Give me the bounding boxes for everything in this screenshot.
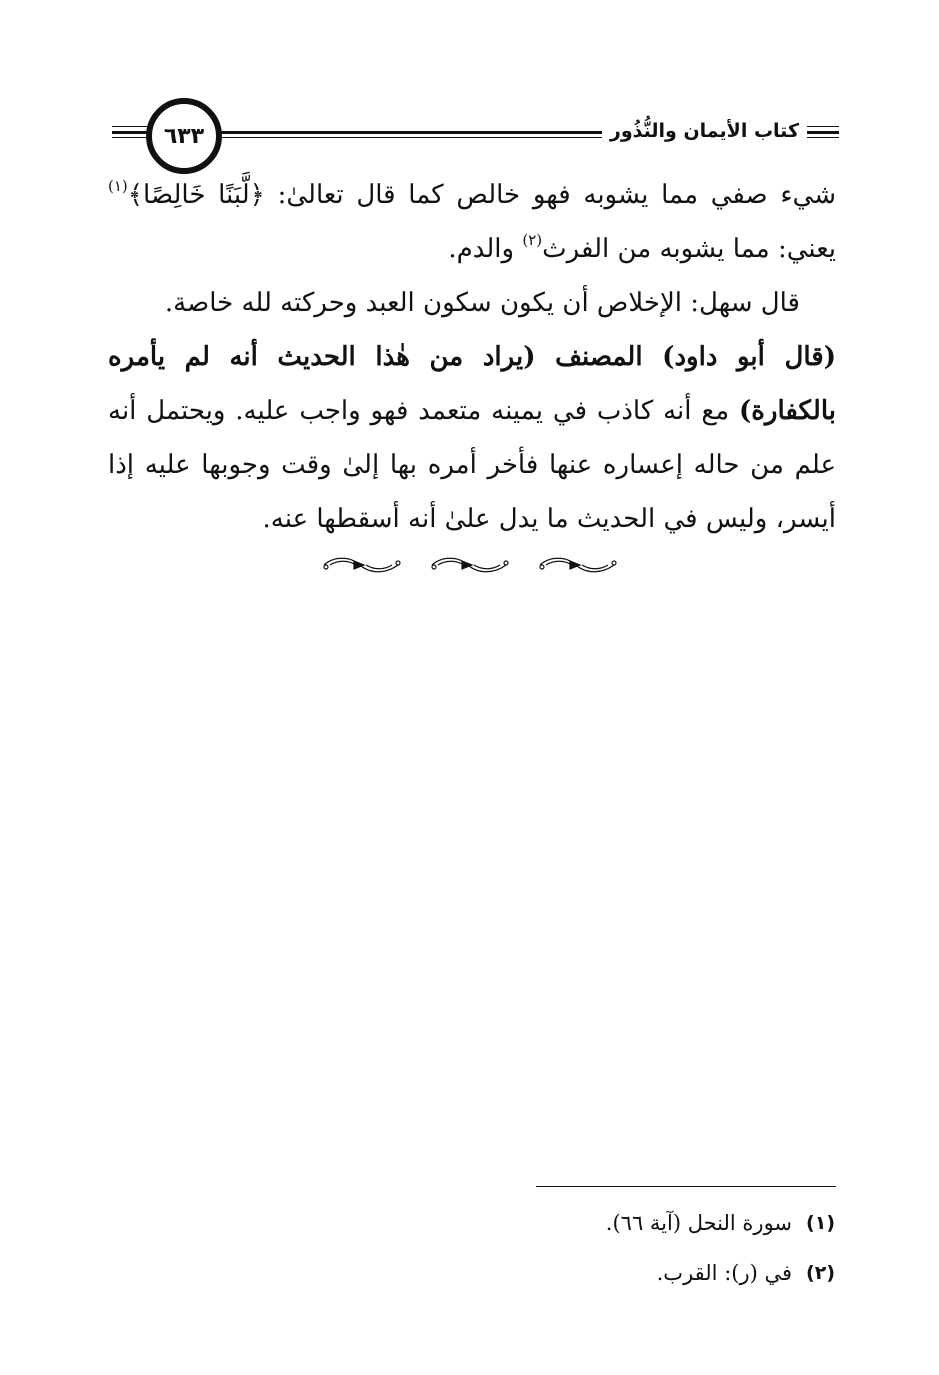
- footnote-2-text: في (ر): القرب.: [656, 1261, 793, 1285]
- footnote-ref-2[interactable]: (٢): [522, 231, 543, 249]
- body-text: [108, 168, 836, 546]
- footnote-ref-1[interactable]: (١): [108, 177, 128, 195]
- divider-ornament-icon: [320, 552, 628, 578]
- p3-text: مع أنه كاذب في يمينه متعمد فهو واجب عليه. ويحتمل أنه علم من حاله إعساره عنها فأخر أمره بها إلىٰ وقت وجوبها عليه إذا أيسر، وليس في الحديث ما يدل علىٰ أنه أسقطها عنه.: [108, 396, 836, 534]
- page-number-badge: [146, 98, 222, 174]
- paragraph-1: [108, 168, 836, 276]
- footnote-2-number: (٢): [806, 1262, 835, 1284]
- footnote-2: [235, 1248, 835, 1298]
- footnote-1-number: (١): [806, 1212, 835, 1234]
- running-title: كتاب الأيمان والنُّذُور: [602, 117, 807, 145]
- footnote-rule: [536, 1186, 836, 1187]
- p1-text-b: يعني: مما يشوبه من الفرث: [542, 234, 836, 264]
- paragraph-2: [108, 276, 836, 330]
- footnotes: [235, 1198, 835, 1298]
- p3-bold-text: (قال أبو داود) المصنف (يراد من هٰذا الحديث أنه لم يأمره بالكفارة): [108, 342, 836, 426]
- footnote-1: [235, 1198, 835, 1248]
- p1-text-c: والدم.: [448, 234, 523, 264]
- paragraph-3: [108, 330, 836, 546]
- p2-text: قال سهل: الإخلاص أن يكون سكون العبد وحركته لله خاصة.: [164, 288, 800, 318]
- footnote-1-text: سورة النحل (آية ٦٦).: [605, 1211, 793, 1235]
- page-number: ٦٣٣: [163, 123, 205, 149]
- quran-quote: ﴿لَّبَنًا خَالِصًا﴾: [127, 180, 265, 210]
- p1-text-a: شيء صفي مما يشوبه فهو خالص كما قال تعالىٰ:: [264, 180, 837, 210]
